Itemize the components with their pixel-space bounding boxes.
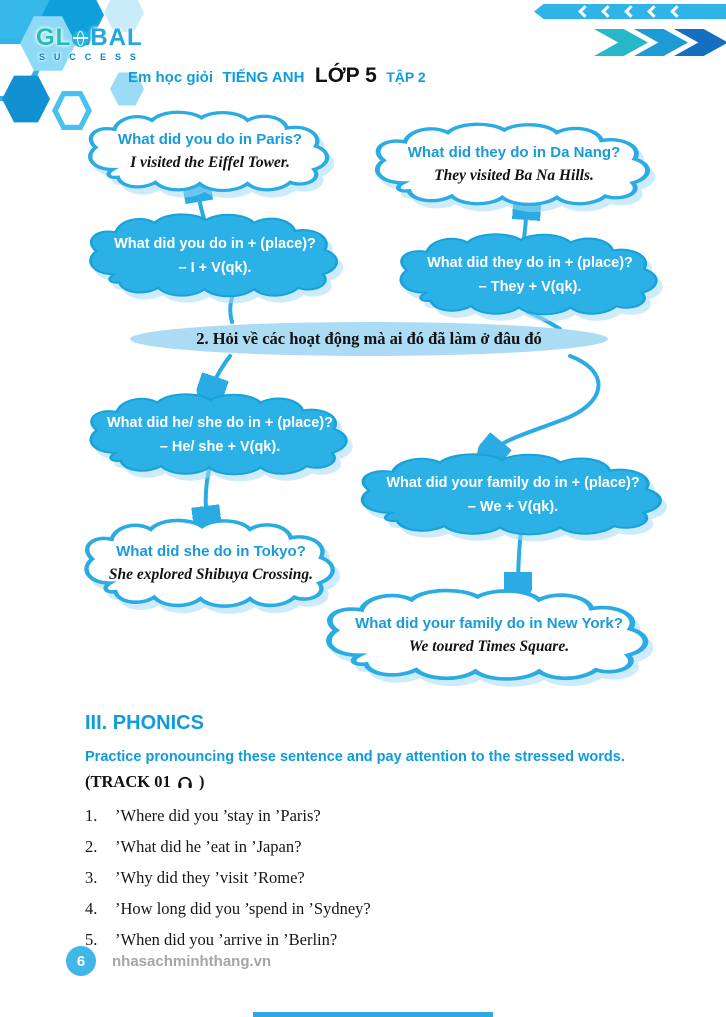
header-grade: LỚP 5	[314, 64, 377, 87]
cloud-answer: We toured Times Square.	[408, 637, 570, 655]
cloud-pattern-line2: – I + V(qk).	[178, 259, 252, 276]
list-item	[85, 924, 645, 955]
list-item-number: 4.	[85, 898, 98, 918]
cloud-pattern-line2: – They + V(qk).	[478, 278, 582, 295]
list-item-text: ’Where did you ’stay in ’Paris?	[115, 805, 321, 825]
cloud-answer: They visited Ba Na Hills.	[434, 167, 594, 185]
chevron-left-icon	[578, 5, 591, 18]
website-label: nhasachminhthang.vn	[112, 953, 272, 970]
bottom-strip-decoration	[253, 1012, 493, 1017]
cloud-pattern-they	[392, 232, 668, 318]
cloud-pattern-line2: – He/ she + V(qk).	[159, 438, 281, 455]
list-item-number: 1.	[85, 805, 98, 825]
logo-subtitle: S U C C E S S	[39, 52, 140, 62]
phonics-sentence-list	[85, 800, 645, 955]
list-item	[85, 893, 645, 924]
list-item-text: ’What did he ’eat in ’Japan?	[115, 836, 302, 856]
list-item-text: ’When did you ’arrive in ’Berlin?	[115, 929, 338, 949]
list-item-number: 2.	[85, 836, 98, 856]
cloud-answer: She explored Shibuya Crossing.	[108, 566, 314, 584]
logo-text-bal: BAL	[90, 24, 143, 51]
list-item-text: ’How long did you ’spend in ’Sydney?	[115, 898, 371, 918]
brand-logo	[36, 26, 143, 62]
page-header	[128, 64, 426, 88]
cloud-question: What did they do in Da Nang?	[407, 144, 621, 162]
cloud-example-tokyo	[78, 518, 344, 610]
section-band-title	[130, 322, 608, 356]
logo-text-gl: GL	[36, 24, 72, 51]
cloud-example-danang	[368, 122, 660, 208]
headphone-icon	[177, 775, 193, 790]
list-item-number: 5.	[85, 929, 98, 949]
cloud-pattern-line1: What did he/ she do in + (place)?	[107, 415, 333, 432]
list-item	[85, 862, 645, 893]
phonics-heading: III. PHONICS	[85, 712, 204, 734]
chevron-left-icon	[601, 5, 614, 18]
arrow-stack-decoration	[594, 29, 726, 56]
band-title-text: 2. Hỏi về các hoạt động mà ai đó đã làm ở đâu đó	[196, 329, 542, 348]
list-item-text: ’Why did they ’visit ’Rome?	[115, 867, 305, 887]
cloud-question: What did you do in Paris?	[117, 131, 303, 149]
chevron-right-icon	[594, 29, 648, 56]
cloud-question: What did your family do in New York?	[355, 614, 623, 632]
track-label-open: (TRACK 01	[85, 772, 171, 791]
page-number-badge: 6	[66, 946, 96, 976]
globe-icon	[72, 30, 89, 47]
header-series-title: Em học giỏi	[128, 69, 214, 86]
header-subject: TIẾNG ANH	[222, 69, 305, 86]
brand-logo-wordmark	[36, 26, 143, 50]
cloud-pattern-line2: – We + V(qk).	[467, 498, 559, 515]
chevron-left-icon	[670, 5, 683, 18]
list-item	[85, 800, 645, 831]
cloud-example-paris	[82, 110, 338, 194]
cloud-answer: I visited the Eiffel Tower.	[130, 154, 290, 172]
cloud-pattern-line1: What did your family do in + (place)?	[386, 475, 640, 492]
track-label-close: )	[198, 772, 205, 791]
cloud-question: What did she do in Tokyo?	[116, 543, 306, 561]
cloud-pattern-family	[352, 452, 674, 538]
cloud-pattern-line1: What did you do in + (place)?	[114, 236, 316, 253]
header-volume: TẬP 2	[386, 69, 426, 85]
track-label	[85, 772, 204, 792]
chevron-left-icon	[624, 5, 637, 18]
list-item	[85, 831, 645, 862]
chevron-left-icon	[647, 5, 660, 18]
chevron-strip-decoration	[534, 4, 726, 19]
cloud-example-newyork	[318, 588, 660, 683]
cloud-pattern-he-she	[82, 392, 358, 478]
list-item-number: 3.	[85, 867, 98, 887]
cloud-pattern-line1: What did they do in + (place)?	[427, 255, 633, 272]
cloud-pattern-you	[82, 212, 348, 300]
phonics-instruction: Practice pronouncing these sentence and pay attention to the stressed words.	[85, 749, 625, 765]
